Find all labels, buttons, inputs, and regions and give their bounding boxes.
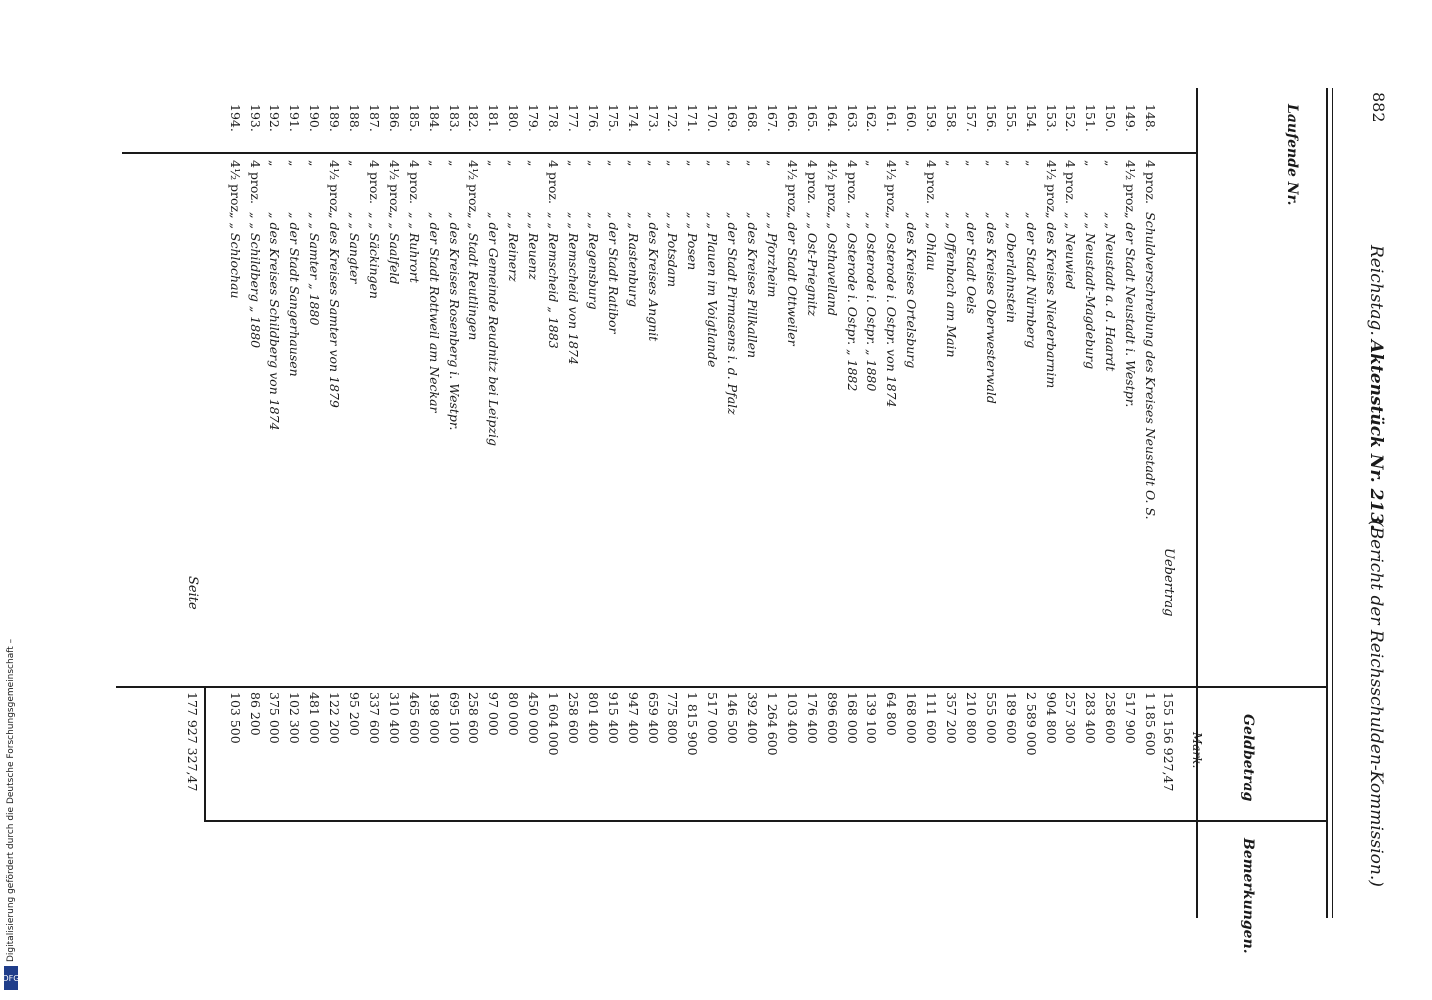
- row-amount: 337 600: [366, 692, 382, 744]
- row-number: 187.: [366, 104, 382, 132]
- row-interest-rate: 4½ proz.: [1123, 160, 1139, 217]
- row-amount: 103 500: [227, 692, 243, 744]
- row-interest-rate: „: [1103, 160, 1119, 167]
- row-amount: 176 400: [804, 692, 820, 744]
- row-number: 179.: [526, 104, 542, 132]
- row-number: 169.: [725, 104, 741, 132]
- row-description: „ des Kreises Ortelsburg: [904, 212, 920, 369]
- row-description: „ „ Ohlau: [924, 212, 940, 271]
- row-interest-rate: „: [307, 160, 323, 167]
- row-interest-rate: „: [287, 160, 303, 167]
- row-amount: 517 000: [705, 692, 721, 744]
- row-interest-rate: „: [864, 160, 880, 167]
- row-description: „ des Kreises Angnit: [645, 212, 661, 342]
- row-number: 151.: [1083, 104, 1099, 132]
- row-interest-rate: 4 proz.: [804, 160, 820, 204]
- row-interest-rate: „: [645, 160, 661, 167]
- row-amount: 775 800: [665, 692, 681, 744]
- row-interest-rate: „: [526, 160, 542, 167]
- row-interest-rate: „: [1023, 160, 1039, 167]
- row-number: 192.: [267, 104, 283, 132]
- row-interest-rate: „: [506, 160, 522, 167]
- row-description: „ „ Stadt Reutlingen: [466, 212, 482, 341]
- table-top-rule: [1326, 88, 1328, 918]
- row-number: 165.: [804, 104, 820, 132]
- row-number: 168.: [745, 104, 760, 132]
- row-number: 176.: [585, 104, 601, 132]
- header-title: (Bericht der Reichsschulden-Kommission.): [1366, 520, 1386, 887]
- row-description: „ der Stadt Nürnberg: [1023, 212, 1039, 349]
- row-interest-rate: „: [764, 160, 780, 167]
- row-description: „ des Kreises Rosenberg i. Westpr.: [446, 212, 462, 431]
- row-amount: 97 000: [486, 692, 502, 736]
- row-number: 189.: [327, 104, 343, 132]
- row-amount: 947 400: [625, 692, 641, 744]
- nr-column-divider: [122, 152, 1198, 154]
- row-description: „ der Stadt Pirmasens i. d. Pfalz: [725, 212, 741, 415]
- row-number: 180.: [506, 104, 522, 132]
- row-amount: 103 400: [784, 692, 800, 744]
- row-description: „ „ Potsdam: [665, 212, 681, 288]
- row-interest-rate: „: [983, 160, 999, 167]
- row-description: „ der Gemeinde Reudnitz bei Leipzig: [486, 212, 502, 446]
- row-description: „ „ Samter „ 1880: [307, 212, 323, 326]
- row-number: 181.: [486, 104, 502, 132]
- column-header-divider: [1196, 88, 1198, 918]
- row-interest-rate: „: [605, 160, 621, 167]
- row-number: 154.: [1023, 104, 1039, 132]
- row-amount: 896 600: [824, 692, 840, 744]
- row-number: 170.: [705, 104, 721, 132]
- row-amount: 1 264 600: [764, 692, 780, 756]
- row-interest-rate: „: [944, 160, 959, 167]
- page-number: 882: [1369, 92, 1388, 123]
- row-amount: 1 185 600: [1143, 692, 1158, 756]
- row-description: „ „ Reinerz: [506, 212, 522, 282]
- row-description: „ „ Regensburg: [585, 212, 601, 310]
- row-number: 185.: [406, 104, 422, 132]
- row-amount: 465 600: [406, 692, 422, 744]
- row-number: 164.: [824, 104, 840, 132]
- row-number: 158.: [944, 104, 959, 132]
- column-header-mark: Mark.: [1190, 732, 1204, 769]
- row-amount: 904 800: [1043, 692, 1059, 744]
- row-number: 150.: [1103, 104, 1119, 132]
- row-interest-rate: „: [347, 160, 362, 167]
- row-number: 174.: [625, 104, 641, 132]
- row-number: 166.: [784, 104, 800, 132]
- row-amount: 64 800: [884, 692, 900, 736]
- row-interest-rate: 4½ proz.: [386, 160, 402, 217]
- row-description: „ „ Ruhrort: [406, 212, 422, 283]
- row-interest-rate: „: [1083, 160, 1099, 167]
- row-amount: 450 000: [526, 692, 542, 744]
- row-amount: 2 589 000: [1023, 692, 1039, 756]
- row-amount: 258 600: [565, 692, 581, 744]
- dfg-logo: DFG: [4, 966, 18, 990]
- row-interest-rate: „: [486, 160, 502, 167]
- row-number: 152.: [1063, 104, 1079, 132]
- row-description: „ der Stadt Neustadt i. Westpr.: [1123, 212, 1139, 408]
- uebertrag-label: Uebertrag: [1161, 548, 1176, 617]
- row-amount: 310 400: [386, 692, 402, 744]
- row-interest-rate: „: [446, 160, 462, 167]
- row-description: „ „ Ost-Priegnitz: [804, 212, 820, 317]
- row-number: 175.: [605, 104, 621, 132]
- row-description: „ der Stadt Sangerhausen: [287, 212, 303, 377]
- row-amount: 146 500: [725, 692, 741, 744]
- row-interest-rate: „: [685, 160, 701, 167]
- column-header-geldbetrag: Geldbetrag: [1240, 714, 1256, 802]
- row-amount: 392 400: [745, 692, 760, 744]
- row-interest-rate: „: [705, 160, 721, 167]
- row-description: „ „ Rastenburg: [625, 212, 641, 307]
- row-amount: 375 000: [267, 692, 283, 744]
- row-interest-rate: 4½ proz.: [884, 160, 900, 217]
- row-interest-rate: „: [963, 160, 979, 167]
- row-amount: 659 400: [645, 692, 661, 744]
- row-amount: 189 600: [1003, 692, 1019, 744]
- row-amount: 357 200: [944, 692, 959, 744]
- row-interest-rate: 4 proz.: [924, 160, 940, 204]
- row-amount: 915 400: [605, 692, 621, 744]
- header-reichstag: Reichstag.: [1366, 245, 1386, 336]
- row-description: „ der Stadt Ottweiler: [784, 212, 800, 346]
- row-description: „ „ Pforzheim: [764, 212, 780, 298]
- row-description: „ „ Neuwied: [1063, 212, 1079, 290]
- row-number: 178.: [546, 104, 561, 132]
- row-interest-rate: 4 proz.: [366, 160, 382, 204]
- row-interest-rate: 4½ proz.: [1043, 160, 1059, 217]
- row-number: 186.: [386, 104, 402, 132]
- row-interest-rate: „: [267, 160, 283, 167]
- row-interest-rate: „: [725, 160, 741, 167]
- row-description: „ „ Neustadt-Magdeburg: [1083, 212, 1099, 370]
- row-interest-rate: „: [665, 160, 681, 167]
- row-description: „ des Kreises Oberwesterwald: [983, 212, 999, 404]
- row-number: 171.: [685, 104, 701, 132]
- row-description: „ „ Oberlahnstein: [1003, 212, 1019, 323]
- row-description: „ „ Osterode i. Ostpr. „ 1880: [864, 212, 880, 392]
- amount-column-divider-right: [204, 820, 1328, 822]
- row-number: 167.: [764, 104, 780, 132]
- row-number: 149.: [1123, 104, 1139, 132]
- row-number: 193.: [247, 104, 263, 132]
- row-amount: 258 600: [466, 692, 482, 744]
- row-number: 157.: [963, 104, 979, 132]
- row-amount: 801 400: [585, 692, 601, 744]
- row-interest-rate: 4 proz.: [1063, 160, 1079, 204]
- row-amount: 481 000: [307, 692, 323, 744]
- row-interest-rate: „: [426, 160, 442, 167]
- row-amount: 139 100: [864, 692, 880, 744]
- row-interest-rate: „: [565, 160, 581, 167]
- row-amount: 95 200: [347, 692, 362, 736]
- row-interest-rate: „: [585, 160, 601, 167]
- row-interest-rate: 4½ proz.: [227, 160, 243, 217]
- row-description: „ der Stadt Ratibor: [605, 212, 621, 334]
- column-header-lfd-nr: Laufende Nr.: [1284, 104, 1300, 206]
- row-description: „ „ Neustadt a. d. Haardt: [1103, 212, 1119, 372]
- table-top-rule-2: [1332, 88, 1333, 918]
- row-number: 190.: [307, 104, 323, 132]
- row-amount: 1 815 900: [685, 692, 701, 756]
- row-description: Schuldverschreibung des Kreises Neustadt O. S.: [1143, 212, 1158, 520]
- row-interest-rate: 4½ proz.: [327, 160, 343, 217]
- row-amount: 258 600: [1103, 692, 1119, 744]
- row-description: „ „ Offenbach am Main: [944, 212, 959, 358]
- row-description: „ „ Remscheid von 1874: [565, 212, 581, 365]
- row-description: „ „ Schildberg „ 1880: [247, 212, 263, 349]
- row-description: „ der Stadt Rottweil am Neckar: [426, 212, 442, 413]
- row-description: „ „ Plauen im Voigtlande: [705, 212, 721, 368]
- row-interest-rate: 4½ proz.: [784, 160, 800, 217]
- row-amount: 198 000: [426, 692, 442, 744]
- row-description: „ „ Reuenz: [526, 212, 542, 280]
- row-description: „ „ Osthavelland: [824, 212, 840, 317]
- row-amount: 210 800: [963, 692, 979, 744]
- row-interest-rate: 4½ proz.: [824, 160, 840, 217]
- row-interest-rate: „: [745, 160, 760, 167]
- row-number: 160.: [904, 104, 920, 132]
- row-number: 153.: [1043, 104, 1059, 132]
- row-description: „ „ Schlochau: [227, 212, 243, 299]
- row-number: 148.: [1143, 104, 1158, 132]
- row-interest-rate: 4½ proz.: [466, 160, 482, 217]
- row-amount: 168 000: [904, 692, 920, 744]
- row-amount: 517 900: [1123, 692, 1139, 744]
- seite-label: Seite: [185, 576, 200, 610]
- header-aktenstueck: Aktenstück Nr. 213.: [1366, 340, 1386, 531]
- uebertrag-value: 155 156 927,47: [1161, 692, 1176, 792]
- row-description: „ des Kreises Samter von 1879: [327, 212, 343, 408]
- row-number: 172.: [665, 104, 681, 132]
- row-description: „ „ Remscheid „ 1883: [546, 212, 561, 349]
- row-description: „ des Kreises Schildberg von 1874: [267, 212, 283, 431]
- row-number: 184.: [426, 104, 442, 132]
- row-number: 159.: [924, 104, 940, 132]
- row-interest-rate: 4 proz.: [546, 160, 561, 204]
- row-number: 191.: [287, 104, 303, 132]
- row-number: 188.: [347, 104, 362, 132]
- row-amount: 111 600: [924, 692, 940, 744]
- row-description: „ des Kreises Niederbarnim: [1043, 212, 1059, 389]
- row-number: 162.: [864, 104, 880, 132]
- grand-total: 177 927 327,47: [185, 692, 200, 792]
- row-number: 163.: [844, 104, 860, 132]
- row-number: 182.: [466, 104, 482, 132]
- row-number: 155.: [1003, 104, 1019, 132]
- digitization-note: Digitalisierung gefördert durch die Deutsche Forschungsgemeinschaft –: [6, 638, 16, 962]
- row-amount: 257 300: [1063, 692, 1079, 744]
- row-interest-rate: „: [1003, 160, 1019, 167]
- row-description: „ der Stadt Oels: [963, 212, 979, 314]
- row-amount: 86 200: [247, 692, 263, 736]
- row-amount: 122 200: [327, 692, 343, 744]
- row-description: „ des Kreises Pillkallen: [745, 212, 760, 359]
- row-number: 183.: [446, 104, 462, 132]
- amount-column-divider-left: [116, 686, 1328, 688]
- row-number: 177.: [565, 104, 581, 132]
- row-interest-rate: 4 proz.: [1143, 160, 1158, 204]
- row-interest-rate: 4 proz.: [844, 160, 860, 204]
- row-amount: 283 400: [1083, 692, 1099, 744]
- column-header-bemerkungen: Bemerkungen.: [1240, 838, 1256, 954]
- row-interest-rate: 4 proz.: [247, 160, 263, 204]
- row-amount: 168 000: [844, 692, 860, 744]
- row-number: 161.: [884, 104, 900, 132]
- total-rule: [204, 686, 206, 820]
- row-amount: 555 000: [983, 692, 999, 744]
- row-amount: 1 604 000: [546, 692, 561, 756]
- row-interest-rate: 4 proz.: [406, 160, 422, 204]
- row-interest-rate: „: [904, 160, 920, 167]
- row-description: „ „ Osterode i. Ostpr. von 1874: [884, 212, 900, 408]
- row-amount: 695 100: [446, 692, 462, 744]
- row-number: 194.: [227, 104, 243, 132]
- row-number: 173.: [645, 104, 661, 132]
- row-description: „ „ Posen: [685, 212, 701, 271]
- row-description: „ „ Osterode i. Ostpr. „ 1882: [844, 212, 860, 392]
- row-amount: 102 300: [287, 692, 303, 744]
- row-amount: 80 000: [506, 692, 522, 736]
- row-description: „ „ Säckingen: [366, 212, 382, 299]
- row-description: „ „ Sangter: [347, 212, 362, 284]
- row-description: „ „ Saalfeld: [386, 212, 402, 285]
- row-number: 156.: [983, 104, 999, 132]
- row-interest-rate: „: [625, 160, 641, 167]
